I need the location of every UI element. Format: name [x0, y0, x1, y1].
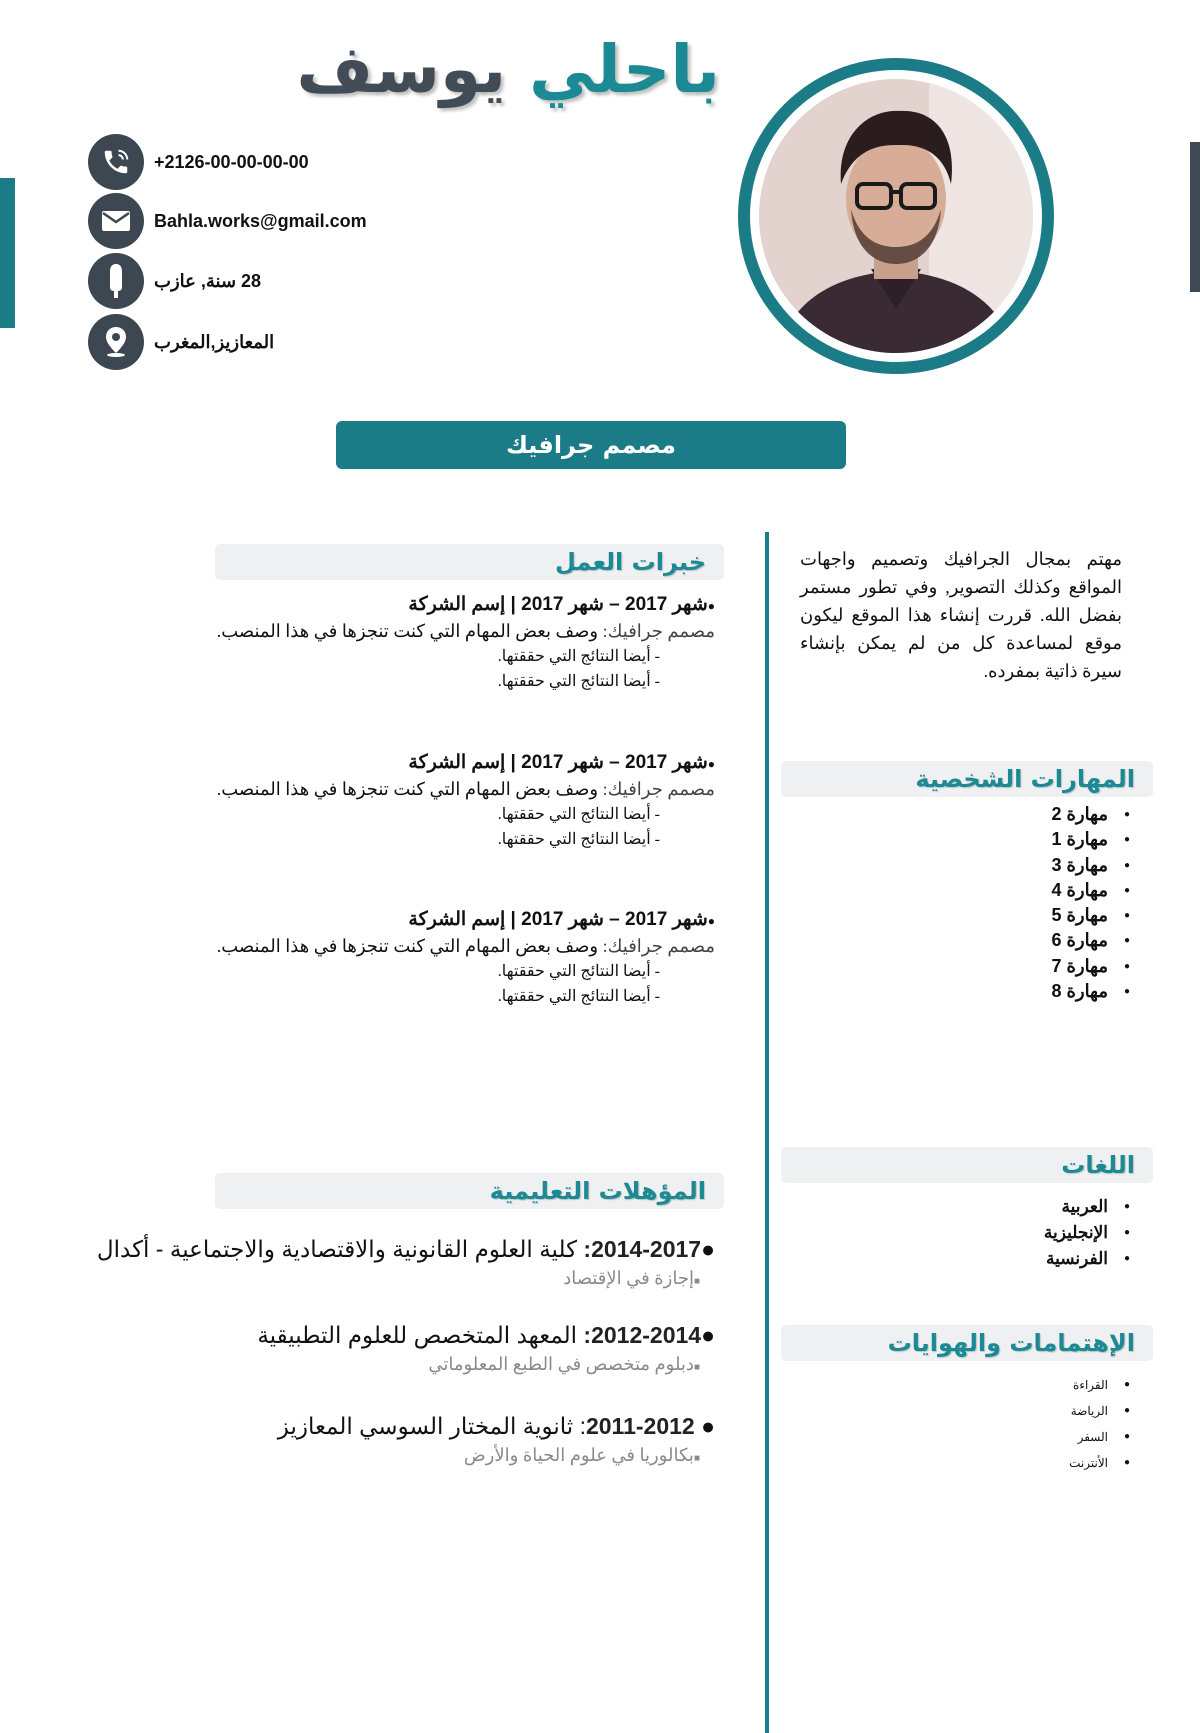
list-item: ● الرياضة	[800, 1398, 1130, 1424]
hobbies-list	[800, 1372, 1154, 1476]
list-item: ● مهارة 2	[800, 802, 1130, 827]
right-accent-bar	[1190, 142, 1200, 292]
list-item: ● السفر	[800, 1424, 1130, 1450]
location-text: المعازيز,المغرب	[154, 331, 275, 352]
work-entry-result: - أيضا النتائج التي حققتها.	[497, 963, 660, 980]
hobbies-section-header	[781, 1325, 1153, 1361]
list-item: ● مهارة 3	[800, 853, 1130, 878]
contact-phone	[88, 134, 408, 190]
work-entry-result: - أيضا النتائج التي حققتها.	[497, 648, 660, 665]
job-title-banner	[336, 421, 846, 469]
list-item: ● الأنترنت	[800, 1450, 1130, 1476]
skills-list	[800, 802, 1154, 1004]
work-entry	[180, 907, 715, 1009]
education-section-header	[215, 1173, 724, 1209]
education-section-title: المؤهلات التعليمية	[489, 1177, 706, 1205]
about-text: مهتم بمجال الجرافيك وتصميم واجهات المواقع وكذلك التصوير, وفي تطور مستمر بفضل الله. قررت إنشاء هذا الموقع ليكون موقع لمساعدة كل من لم يمكن بإنشاء سيرة ذاتية بمفرده.	[800, 549, 1122, 681]
education-entry	[100, 1319, 715, 1381]
full-name	[296, 30, 720, 109]
work-entry-description: مصمم جرافيك: وصف بعض المهام التي كنت تنجزها في هذا المنصب.	[216, 779, 715, 799]
contact-email	[88, 193, 408, 249]
list-item: ● مهارة 6	[800, 928, 1130, 953]
age-icon	[88, 253, 144, 309]
languages-section-header	[781, 1147, 1153, 1183]
mail-icon	[88, 193, 144, 249]
education-entry-header: ●2012-2014: المعهد المتخصص للعلوم التطبيقية	[257, 1322, 715, 1348]
work-entry-result: - أيضا النتائج التي حققتها.	[497, 988, 660, 1005]
list-item: ● مهارة 1	[800, 827, 1130, 852]
work-entry-result: - أيضا النتائج التي حققتها.	[497, 673, 660, 690]
skills-section-header	[781, 761, 1153, 797]
list-item: ● الفرنسية	[800, 1246, 1130, 1272]
education-entry-degree: ■إجازة في الإقتصاد	[563, 1268, 700, 1288]
work-entry-result: - أيضا النتائج التي حققتها.	[497, 806, 660, 823]
education-entry-degree: ■بكالوريا في علوم الحياة والأرض	[463, 1445, 700, 1465]
work-section-title: خبرات العمل	[554, 548, 706, 576]
job-title: مصمم جرافيك	[505, 431, 677, 459]
location-pin-icon	[88, 314, 144, 370]
column-divider	[765, 532, 769, 1733]
work-entry	[180, 592, 715, 694]
languages-list	[800, 1194, 1154, 1272]
education-entry-header: ●2014-2017: كلية العلوم القانونية والاقتصادية والاجتماعية - أكدال	[96, 1236, 715, 1262]
work-entry-description: مصمم جرافيك: وصف بعض المهام التي كنت تنجزها في هذا المنصب.	[216, 936, 715, 956]
list-item: ● مهارة 4	[800, 878, 1130, 903]
contact-location	[88, 314, 408, 370]
work-entry-header: ●شهر 2017 – شهر 2017 | إسم الشركة	[408, 594, 715, 615]
phone-icon	[88, 134, 144, 190]
contact-age	[88, 253, 408, 309]
work-section-header	[215, 544, 724, 580]
work-entry-description: مصمم جرافيك: وصف بعض المهام التي كنت تنجزها في هذا المنصب.	[216, 621, 715, 641]
education-entry	[96, 1233, 715, 1295]
work-entry-result: - أيضا النتائج التي حققتها.	[497, 831, 660, 848]
list-item: ● العربية	[800, 1194, 1130, 1220]
hobbies-section-title: الإهتمامات والهوايات	[887, 1329, 1135, 1357]
education-entry-degree: ■دبلوم متخصص في الطبع المعلوماتي	[428, 1354, 700, 1374]
education-entry-header: ● 2011-2012: ثانوية المختار السوسي المعازيز	[277, 1413, 715, 1439]
list-item: ● الإنجليزية	[800, 1220, 1130, 1246]
last-name: يوسف	[296, 31, 507, 108]
email-text: Bahla.works@gmail.com	[154, 210, 367, 231]
skills-section-title: المهارات الشخصية	[915, 765, 1135, 793]
first-name: باحلي	[529, 31, 720, 108]
languages-section-title: اللغات	[1061, 1151, 1135, 1179]
list-item: ● مهارة 8	[800, 979, 1130, 1004]
list-item: ● القراءة	[800, 1372, 1130, 1398]
education-entry	[100, 1410, 715, 1472]
phone-text: +2126-00-00-00-00	[154, 151, 309, 172]
work-entry-header: ●شهر 2017 – شهر 2017 | إسم الشركة	[408, 752, 715, 773]
profile-photo	[759, 79, 1033, 353]
work-entry-header: ●شهر 2017 – شهر 2017 | إسم الشركة	[408, 909, 715, 930]
work-entry	[180, 750, 715, 852]
list-item: ● مهارة 7	[800, 954, 1130, 979]
list-item: ● مهارة 5	[800, 903, 1130, 928]
left-accent-bar	[0, 178, 15, 328]
age-text: 28 سنة, عازب	[154, 270, 262, 291]
